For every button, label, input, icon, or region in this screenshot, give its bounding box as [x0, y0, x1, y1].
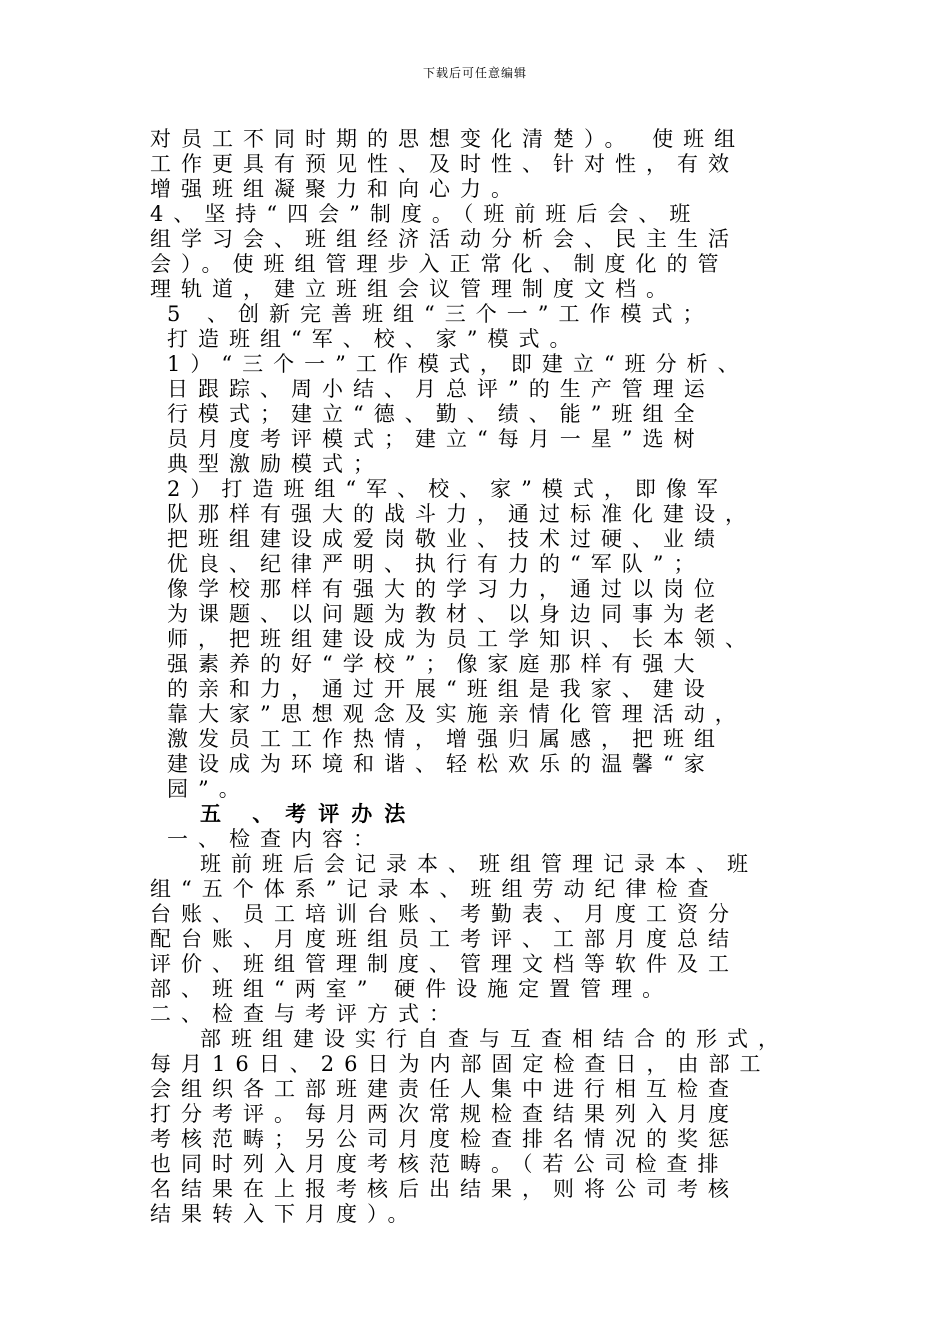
text-line: 也同时列入月度考核范畴。（若公司检查排: [150, 1152, 729, 1176]
text-line: 结果转入下月度）。: [150, 1202, 419, 1226]
text-line: 队那样有强大的战斗力，通过标准化建设，: [167, 502, 756, 526]
text-line: 名结果在上报考核后出结果，则将公司考核: [150, 1177, 739, 1201]
text-line: 激发员工工作热情，增强归属感，把班组: [167, 727, 725, 751]
text-line: 优良、纪律严明、执行有力的“军队”；: [167, 552, 705, 576]
text-line: 对员工不同时期的思想变化清楚）。 使班组: [150, 127, 746, 151]
text-line: 像学校那样有强大的学习力，通过以岗位: [167, 577, 725, 601]
text-line: 为课题、以问题为教材、以身边同事为老: [167, 602, 725, 626]
text-line: 工作更具有预见性、及时性、针对性，有效: [150, 152, 739, 176]
text-line: 考核范畴；另公司月度检查排名情况的奖惩: [150, 1127, 739, 1151]
text-line: 的亲和力，通过开展“班组是我家、建设: [167, 677, 715, 701]
text-line: 一、检查内容：: [167, 827, 384, 851]
text-line: 强素养的好“学校”；像家庭那样有强大: [167, 652, 705, 676]
text-line: 打造班组“军、校、家”模式。: [167, 327, 581, 351]
text-line: 评价、班组管理制度、管理文档等软件及工: [150, 952, 739, 976]
text-line: 师，把班组建设成为员工学知识、长本领、: [167, 627, 756, 651]
text-line: 典型激励模式；: [167, 452, 384, 476]
text-line: 日跟踪、周小结、月总评”的生产管理运: [167, 377, 715, 401]
text-line: 组学习会、班组经济活动分析会、民主生活: [150, 227, 739, 251]
text-line: 组“五个体系”记录本、班组劳动纪律检查: [150, 877, 719, 901]
text-line: 建设成为环境和谐、轻松欢乐的温馨“家: [167, 752, 715, 776]
text-line: 把班组建设成爱岗敬业、技术过硬、业绩: [167, 527, 725, 551]
text-line: 园”。: [167, 777, 250, 801]
text-line: 1）“三个一”工作模式，即建立“班分析、: [167, 352, 749, 376]
text-line: 员月度考评模式；建立“每月一星”选树: [167, 427, 705, 451]
text-line: 4、坚持“四会”制度。（班前班后会、班: [150, 202, 701, 226]
text-line: 配台账、月度班组员工考评、工部月度总结: [150, 927, 739, 951]
text-line: 会组织各工部班建责任人集中进行相互检查: [150, 1077, 739, 1101]
text-line: 每月16日、26日为内部固定检查日，由部工: [150, 1052, 771, 1076]
text-line: 部、班组“两室” 硬件设施定置管理。: [150, 977, 674, 1001]
text-line: 会）。使班组管理步入正常化、制度化的管: [150, 252, 729, 276]
page-header: 下载后可任意编辑: [422, 66, 527, 80]
text-line: 理轨道，建立班组会议管理制度文档。: [150, 277, 677, 301]
section-heading: 五 、考评办法: [200, 801, 418, 826]
text-line: 行模式；建立“德、勤、绩、能”班组全: [167, 402, 705, 426]
text-line: 部班组建设实行自查与互查相结合的形式，: [200, 1027, 789, 1051]
text-line: 打分考评。每月两次常规检查结果列入月度: [150, 1102, 739, 1126]
text-line: 5 、创新完善班组“三个一”工作模式；: [167, 302, 714, 326]
text-line: 二、检查与考评方式：: [150, 1002, 460, 1026]
text-line: 台账、员工培训台账、考勤表、月度工资分: [150, 902, 739, 926]
text-line: 增强班组凝聚力和向心力。: [150, 177, 522, 201]
text-line: 2）打造班组“军、校、家”模式，即像军: [167, 477, 728, 501]
text-line: 靠大家”思想观念及实施亲情化管理活动，: [167, 702, 746, 726]
text-line: 班前班后会记录本、班组管理记录本、班: [200, 852, 758, 876]
